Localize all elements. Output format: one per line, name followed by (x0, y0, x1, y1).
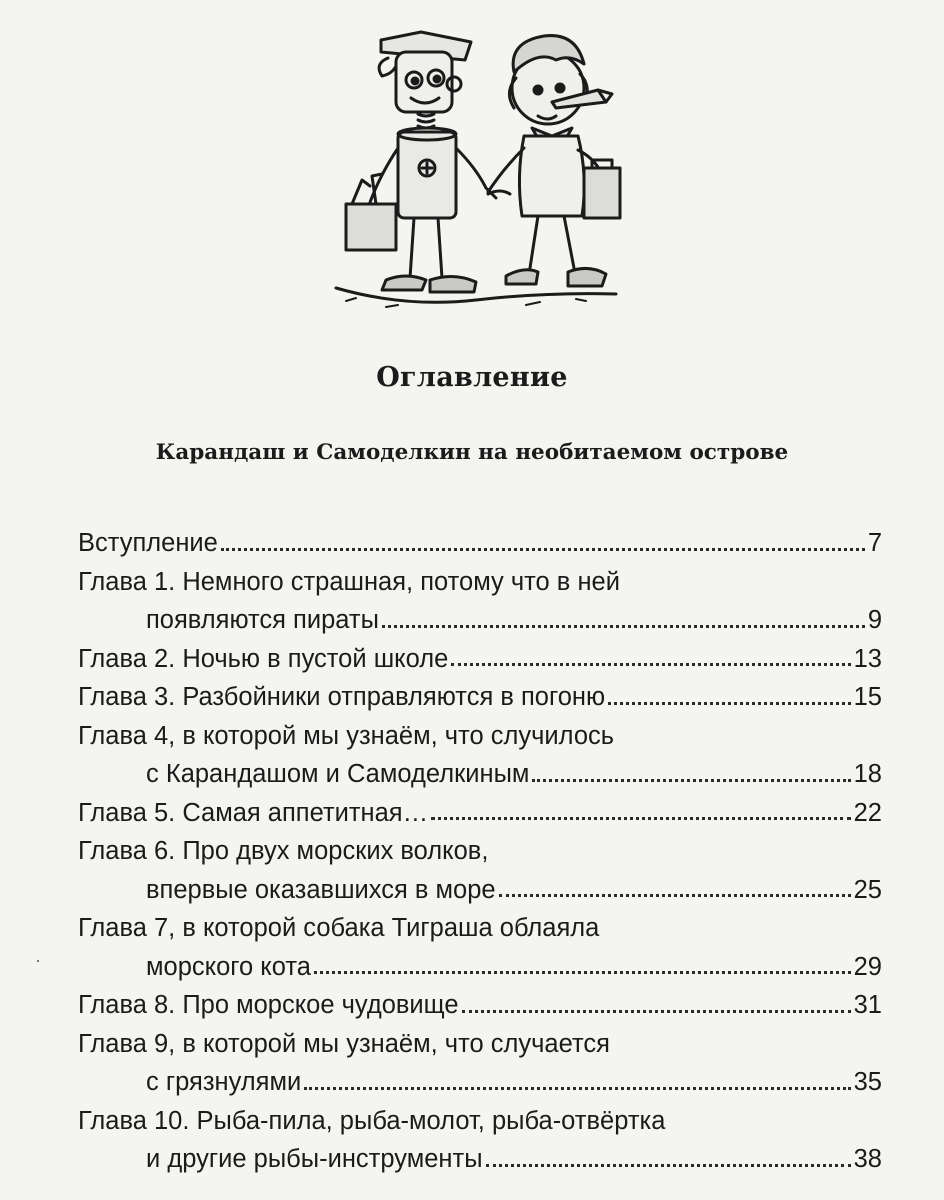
toc-entry-chapter-9-cont[interactable] (78, 1057, 882, 1096)
toc-entry-title-cont: и другие рыбы-инструменты (146, 1145, 483, 1173)
robot-and-boy-illustration (326, 18, 626, 318)
toc-entry-title: Глава 4, в которой мы узнаём, что случилось (78, 721, 615, 750)
toc-entry-title: Глава 10. Рыба-пила, рыба-молот, рыба-отвёртка (78, 1106, 666, 1135)
toc-entry-title: Глава 6. Про двух морских волков, (78, 837, 489, 865)
toc-entry-chapter-5[interactable] (78, 788, 882, 827)
leader-dots (451, 663, 850, 666)
leader-dots (532, 779, 850, 782)
book-title: Карандаш и Самоделкин на необитаемом острове (155, 440, 789, 465)
toc-entry-title: Глава 3. Разбойники отправляются в погоню (78, 683, 606, 711)
toc-entry-title-cont: появляются пираты (146, 606, 379, 634)
toc-entry-chapter-7-cont[interactable] (78, 942, 882, 981)
print-speck (37, 960, 39, 962)
leader-dots (608, 702, 851, 705)
leader-dots (382, 625, 865, 628)
toc-entry-chapter-1-cont[interactable] (78, 595, 882, 634)
toc-page-number: 9 (867, 606, 882, 634)
toc-page-number: 29 (853, 952, 882, 981)
leader-dots (221, 548, 865, 551)
toc-entry-chapter-1[interactable] (78, 557, 882, 596)
toc-entry-title-cont: морского кота (146, 952, 311, 981)
toc-page-number: 38 (853, 1145, 882, 1173)
toc-entry-title-cont: впервые оказавшихся в море (146, 875, 496, 904)
toc-entry-title: Глава 1. Немного страшная, потому что в ней (78, 567, 620, 596)
leader-dots (499, 894, 851, 897)
toc-page-number: 15 (853, 683, 882, 711)
toc-entry-chapter-6[interactable] (78, 826, 882, 865)
toc-page-number: 18 (853, 760, 882, 788)
leader-dots (431, 817, 851, 820)
toc-page-number: 22 (853, 798, 882, 827)
toc-entry-title: Глава 9, в которой мы узнаём, что случается (78, 1029, 610, 1058)
toc-entry-chapter-4-cont[interactable] (78, 749, 882, 788)
toc-page-number: 25 (853, 875, 882, 904)
toc-entry-chapter-4[interactable] (78, 711, 882, 750)
leader-dots (486, 1164, 851, 1167)
toc-entry-chapter-8[interactable] (78, 980, 882, 1019)
toc-entry-title: Глава 8. Про морское чудовище (78, 991, 459, 1019)
toc-entry-chapter-10[interactable] (78, 1096, 882, 1135)
toc-heading: Оглавление (376, 362, 568, 393)
toc-page-number: 31 (853, 991, 882, 1019)
toc-list (78, 518, 882, 1173)
toc-entry-title: Глава 5. Самая аппетитная… (78, 798, 429, 827)
toc-entry-title: Вступление (78, 529, 218, 557)
toc-entry-title: Глава 7, в которой собака Тиграша облаяла (78, 914, 600, 942)
toc-entry-title-cont: с Карандашом и Самоделкиным (146, 760, 530, 788)
toc-entry-chapter-7[interactable] (78, 903, 882, 942)
toc-page-number: 13 (853, 644, 882, 673)
leader-dots (314, 971, 851, 974)
toc-page-number: 7 (867, 529, 882, 557)
leader-dots (462, 1010, 851, 1013)
toc-entry-chapter-9[interactable] (78, 1019, 882, 1058)
toc-page-number: 35 (853, 1068, 882, 1096)
toc-entry-chapter-2[interactable] (78, 634, 882, 673)
toc-entry-chapter-3[interactable] (78, 672, 882, 711)
toc-entry-title: Глава 2. Ночью в пустой школе (78, 644, 449, 673)
toc-entry-title-cont: с грязнулями (146, 1068, 302, 1096)
toc-entry-intro[interactable] (78, 518, 882, 557)
toc-entry-chapter-10-cont[interactable] (78, 1134, 882, 1173)
leader-dots (304, 1087, 850, 1090)
toc-entry-chapter-6-cont[interactable] (78, 865, 882, 904)
